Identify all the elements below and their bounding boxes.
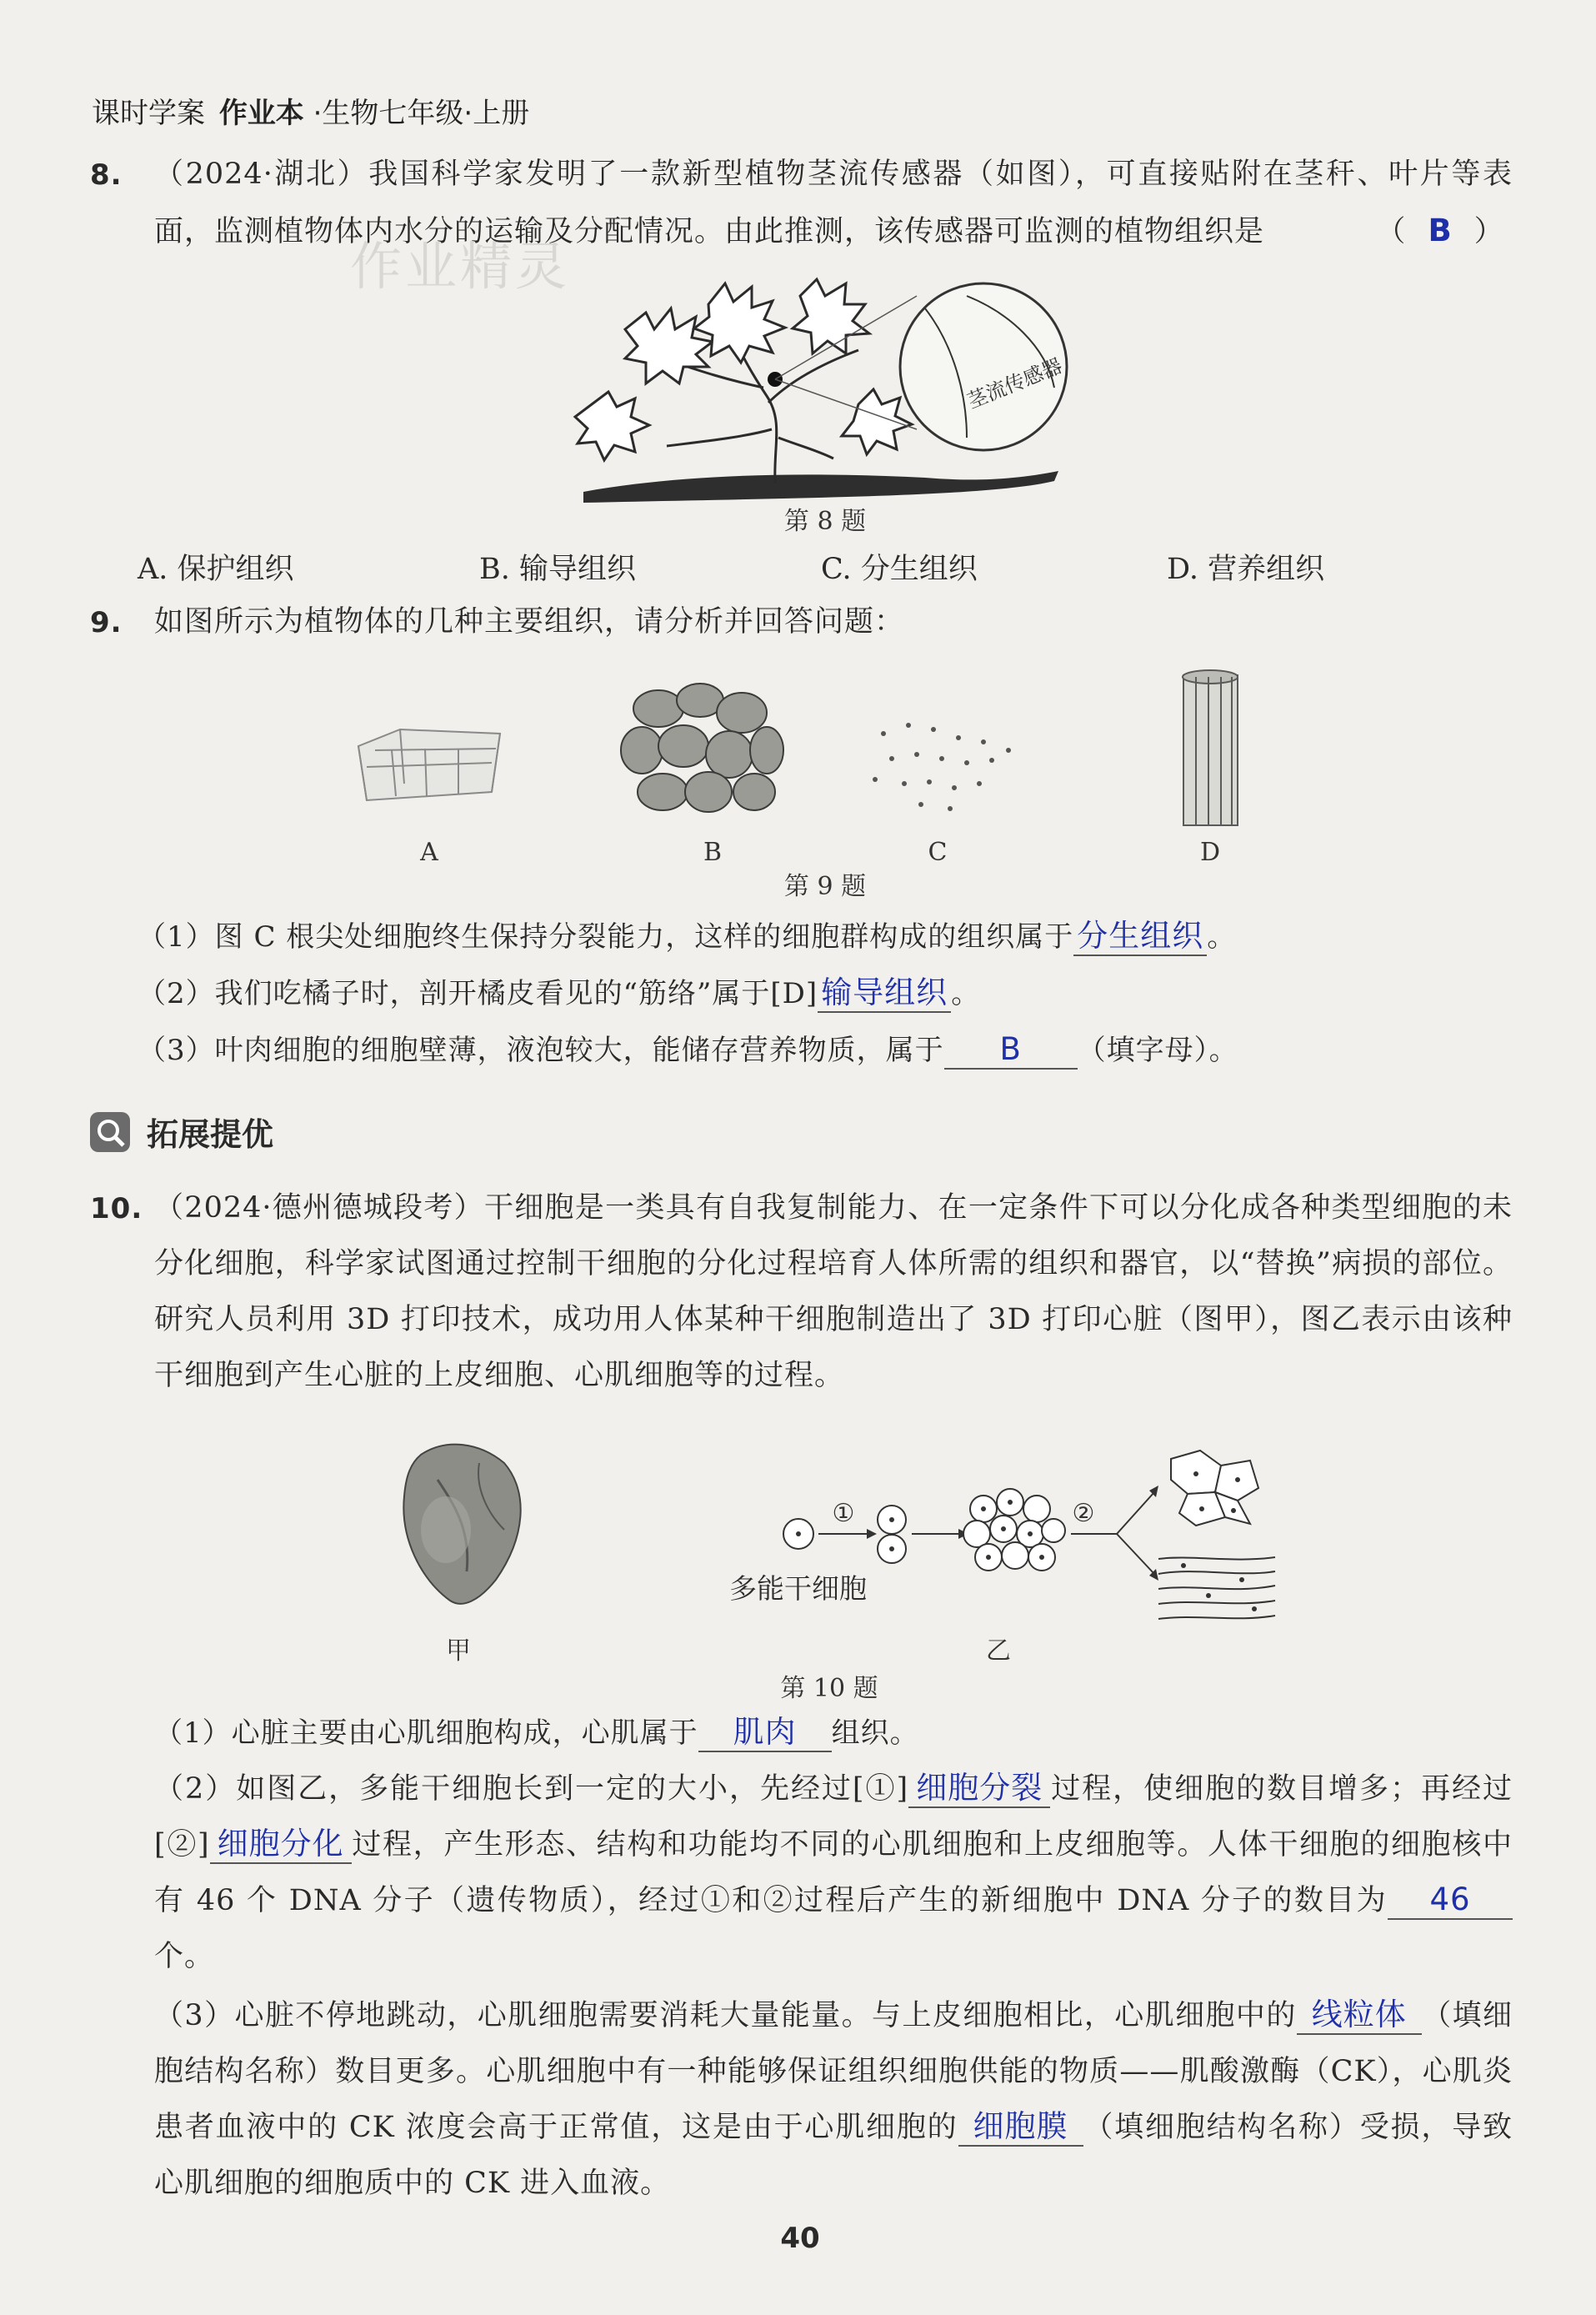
tissue-a-image bbox=[358, 729, 500, 800]
header-rest: ·生物七年级·上册 bbox=[313, 97, 530, 130]
tissue-label-d: D bbox=[1199, 838, 1221, 867]
q9-sub2-end: 。 bbox=[951, 977, 981, 1010]
page-header bbox=[92, 90, 529, 131]
q10-text: （2024·德州德城段考）干细胞是一类具有自我复制能力、在一定条件下可以分化成各种类型细胞的未分化细胞，科学家试图通过控制干细胞的分化过程培育人体所需的组织和器官，以“替换”病损的部位。研究人员利用 3D 打印技术，成功用人体某种干细胞制造出了 3D 打印心脏（图甲），图乙表示由该种干细胞到产生心脏的上皮细胞、心肌细胞等的过程。 bbox=[154, 1191, 1513, 1392]
watermark: 作业精灵 bbox=[350, 236, 571, 297]
q9-sub2-answer: 输导组织 bbox=[818, 975, 951, 1013]
q8-paren-open: （ bbox=[1376, 215, 1407, 248]
q9-sub1-end: 。 bbox=[1207, 920, 1237, 954]
q8-number: 8. bbox=[90, 158, 123, 192]
q10-sub2-answer3: 46 bbox=[1388, 1882, 1513, 1920]
q9-sub2 bbox=[138, 965, 980, 1022]
tissue-d-image bbox=[1183, 670, 1238, 825]
q10-sub1-end: 组织。 bbox=[831, 1716, 919, 1750]
q9-sub3-end: （填字母）。 bbox=[1077, 1034, 1238, 1067]
tissue-label-b: B bbox=[703, 838, 723, 867]
tissue-b-image bbox=[621, 684, 783, 812]
q8-option-d: D. 营养组织 bbox=[1167, 553, 1325, 586]
q10-sub2-text-a: （2）如图乙，多能干细胞长到一定的大小，先经过[①] bbox=[154, 1772, 909, 1806]
differentiation-diagram bbox=[717, 1442, 1283, 1642]
q9-number: 9. bbox=[90, 606, 123, 639]
tissue-figures bbox=[333, 667, 1317, 867]
q8-stem: （2024·湖北）我国科学家发明了一款新型植物茎流传感器（如图），可直接贴附在茎秆、叶片等表面，监测植物体内水分的运输及分配情况。由此推测，该传感器可监测的植物组织是 bbox=[154, 158, 1513, 248]
heart-image bbox=[388, 1430, 538, 1621]
q10-sub3-text-a: （3）心脏不停地跳动，心肌细胞需要消耗大量能量。与上皮细胞相比，心肌细胞中的 bbox=[154, 1999, 1297, 2032]
q8-caption: 第 8 题 bbox=[783, 507, 867, 536]
q8-paren-close: ） bbox=[1473, 215, 1504, 248]
q9-sub2-text: （2）我们吃橘子时，剖开橘皮看见的“筋络”属于[D] bbox=[138, 977, 818, 1010]
q10-number: 10. bbox=[90, 1192, 143, 1225]
q10-sub2 bbox=[154, 1761, 1513, 1985]
q10-sub3 bbox=[154, 1988, 1513, 2212]
q8-answer: B bbox=[1428, 213, 1453, 248]
magnifier-icon bbox=[90, 1112, 130, 1152]
q9-text: 如图所示为植物体的几种主要组织，请分析并回答问题： bbox=[154, 605, 905, 639]
tissue-c-image bbox=[873, 723, 1011, 811]
q10-sub2-answer2: 细胞分化 bbox=[210, 1826, 352, 1864]
q8-option-a: A. 保护组织 bbox=[138, 553, 294, 586]
q10-sub3-text-c: （填细胞结构名称）受损，导致心肌细胞的细胞质中的 CK 进入血液。 bbox=[154, 2111, 1513, 2200]
q8-options bbox=[138, 546, 1554, 588]
q10-sub2-text-b: 过程，使细胞的数目增多；再经过[②] bbox=[154, 1772, 1513, 1862]
fig-jia-label: 甲 bbox=[446, 1636, 471, 1666]
q10-sub3-answer2: 细胞膜 bbox=[958, 2108, 1083, 2147]
plant-sensor-figure bbox=[575, 263, 1075, 513]
section-header bbox=[90, 1109, 273, 1155]
q10-sub2-text-d: 个。 bbox=[154, 1940, 215, 1973]
q9-sub1-text: （1）图 C 根尖处细胞终生保持分裂能力，这样的细胞群构成的组织属于 bbox=[138, 920, 1074, 954]
fig-yi-label: 乙 bbox=[986, 1636, 1011, 1666]
q10-sub1-text: （1）心脏主要由心肌细胞构成，心肌属于 bbox=[154, 1716, 698, 1750]
tissue-label-a: A bbox=[420, 838, 438, 867]
stem-cell-label: 多能干细胞 bbox=[729, 1572, 867, 1605]
q9-caption: 第 9 题 bbox=[783, 872, 867, 901]
page-number: 40 bbox=[780, 2222, 820, 2255]
sensor-label: 茎流传感器 bbox=[963, 353, 1066, 413]
q9-sub1 bbox=[138, 909, 1236, 965]
q8-option-c: C. 分生组织 bbox=[821, 553, 978, 586]
step-one-label: ① bbox=[832, 1499, 855, 1528]
header-bold: 作业本 bbox=[218, 97, 304, 130]
q9-sub1-answer: 分生组织 bbox=[1073, 918, 1207, 956]
q9-sub3-answer: B bbox=[944, 1031, 1078, 1070]
tissue-label-c: C bbox=[928, 838, 948, 867]
q9-sub3 bbox=[138, 1022, 1238, 1079]
step-two-label: ② bbox=[1072, 1499, 1095, 1528]
header-title: 课时学案 bbox=[92, 97, 205, 130]
q10-sub3-text-b: （填细胞结构名称）数目更多。心肌细胞中有一种能够保证组织细胞供能的物质——肌酸激酶（CK），心肌炎患者血液中的 CK 浓度会高于正常值，这是由于心肌细胞的 bbox=[154, 1999, 1513, 2144]
section-title: 拓展提优 bbox=[147, 1116, 274, 1153]
q8-option-b: B. 输导组织 bbox=[479, 553, 636, 586]
q10-sub1-answer: 肌肉 bbox=[698, 1714, 832, 1752]
q10-caption: 第 10 题 bbox=[780, 1674, 878, 1703]
q10-sub2-text-c: 过程，产生形态、结构和功能均不同的心肌细胞和上皮细胞等。人体干细胞的细胞核中有 46 个 DNA 分子（遗传物质），经过①和②过程后产生的新细胞中 DNA 分子的数目为 bbox=[154, 1828, 1513, 1917]
q10-sub3-answer1: 线粒体 bbox=[1297, 1997, 1422, 2035]
q9-sub3-text: （3）叶肉细胞的细胞壁薄，液泡较大，能储存营养物质，属于 bbox=[138, 1034, 944, 1067]
q10-sub1 bbox=[154, 1705, 919, 1761]
q10-sub2-answer1: 细胞分裂 bbox=[908, 1770, 1050, 1808]
